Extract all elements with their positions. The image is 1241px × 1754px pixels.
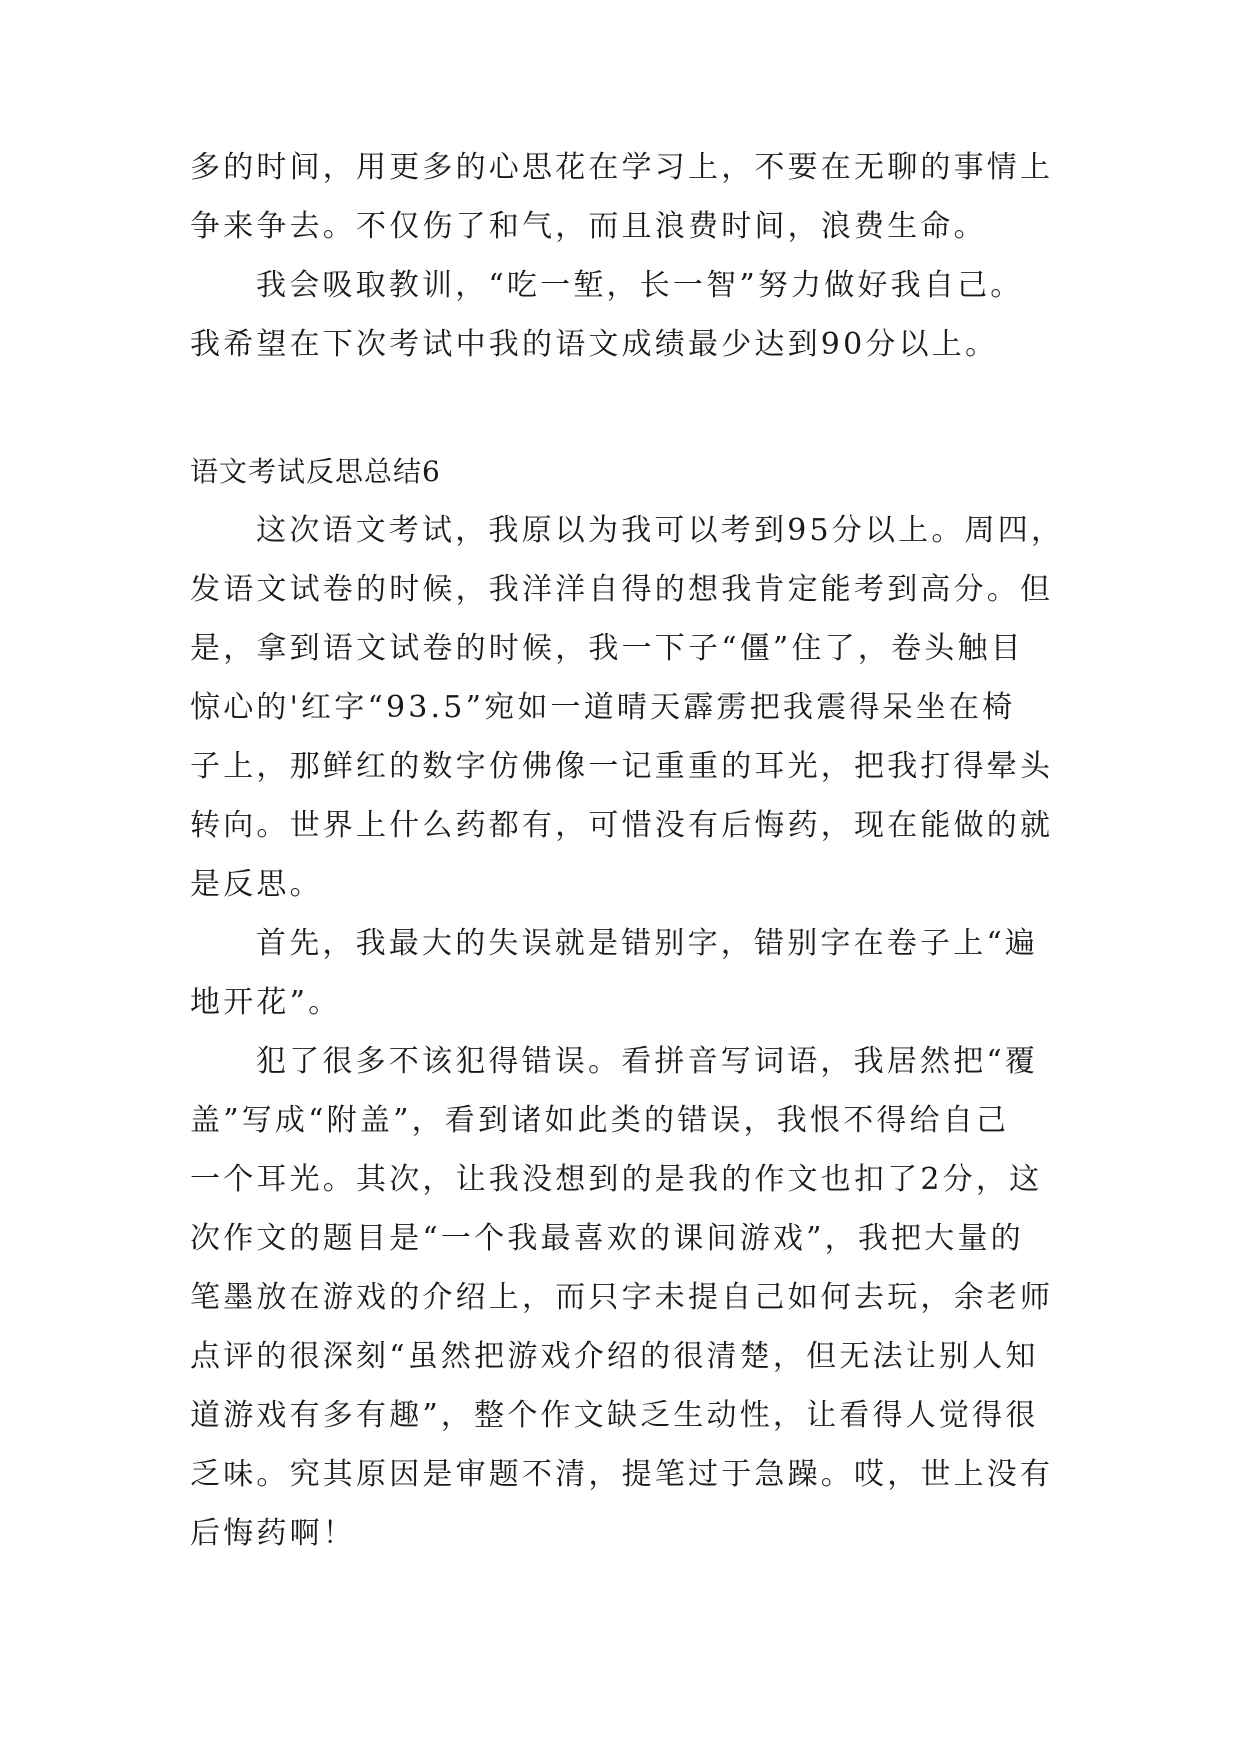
paragraph-line: 一个耳光。其次，让我没想到的是我的作文也扣了2分，这: [190, 1162, 1043, 1197]
paragraph-line: 这次语文考试，我原以为我可以考到95分以上。周四，: [256, 513, 1065, 548]
paragraph-line: 次作文的题目是“一个我最喜欢的课间游戏”，我把大量的: [190, 1221, 1024, 1256]
paragraph-line: 发语文试卷的时候，我洋洋自得的想我肯定能考到高分。但: [190, 572, 1054, 607]
paragraph-line: 惊心的'红字“93.5”宛如一道晴天霹雳把我震得呆坐在椅: [190, 690, 1016, 725]
paragraph-line: 乏味。究其原因是审题不清，提笔过于急躁。哎，世上没有: [190, 1457, 1054, 1492]
paragraph-line: 我会吸取教训，“吃一堑，长一智”努力做好我自己。: [256, 268, 1024, 303]
paragraph-line: 是反思。: [190, 867, 323, 902]
paragraph-line: 是，拿到语文试卷的时候，我一下子“僵”住了，卷头触目: [190, 631, 1024, 666]
paragraph-line: 多的时间，用更多的心思花在学习上，不要在无聊的事情上: [190, 150, 1054, 185]
paragraph-line: 我希望在下次考试中我的语文成绩最少达到90分以上。: [190, 327, 999, 362]
paragraph-line: 道游戏有多有趣”，整个作文缺乏生动性，让看得人觉得很: [190, 1398, 1039, 1433]
paragraph-line: 地开花”。: [190, 985, 342, 1020]
paragraph-line: 后悔药啊！: [190, 1516, 356, 1551]
paragraph-line: 首先，我最大的失误就是错别字，错别字在卷子上“遍: [256, 926, 1039, 961]
paragraph-line: 争来争去。不仅伤了和气，而且浪费时间，浪费生命。: [190, 209, 987, 244]
paragraph-line: 转向。世界上什么药都有，可惜没有后悔药，现在能做的就: [190, 808, 1054, 843]
paragraph-line: 子上，那鲜红的数字仿佛像一记重重的耳光，把我打得晕头: [190, 749, 1054, 784]
paragraph-line: 盖”写成“附盖”，看到诸如此类的错误，我恨不得给自己: [190, 1103, 1010, 1138]
paragraph-line: 犯了很多不该犯得错误。看拼音写词语，我居然把“覆: [256, 1044, 1039, 1079]
section-heading: 语文考试反思总结6: [190, 455, 441, 488]
paragraph-line: 笔墨放在游戏的介绍上，而只字未提自己如何去玩，余老师: [190, 1280, 1054, 1315]
paragraph-line: 点评的很深刻“虽然把游戏介绍的很清楚，但无法让别人知: [190, 1339, 1039, 1374]
